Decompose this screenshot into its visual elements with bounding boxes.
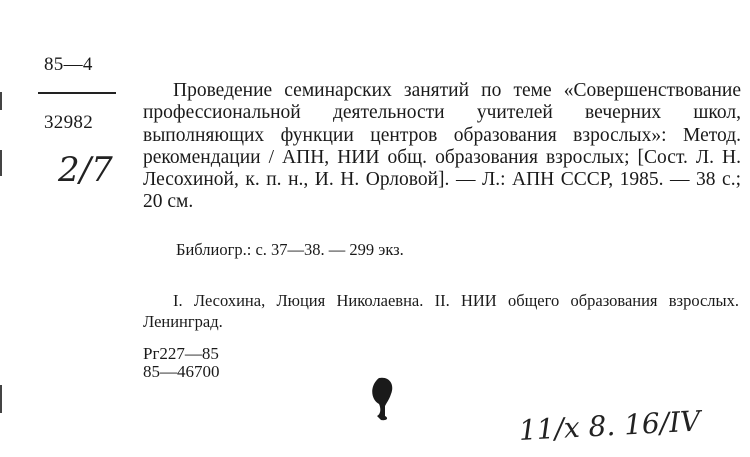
classification-code: Рг227—85: [143, 344, 219, 363]
registration-code: 85—46700: [143, 362, 220, 381]
bibliography-line: Библиогр.: с. 37—38. — 299 экз.: [176, 240, 404, 259]
handwritten-mark: 2/7: [58, 150, 113, 190]
description-text: Проведение семинарских занятий по теме «Совершенствование профессиональной деятельности учителей вечерних школ, выполняющих функции центров образования взрослых»: Метод. рекомендации / АПН, НИИ общ. образования взрослых; [Сост. Л. Н. Лесохиной, к. п. н., И. Н. Орловой]. — Л.: АПН СССР, 1985. — 38 с.; 20 см.: [143, 80, 741, 213]
card-number: 32982: [44, 112, 93, 133]
left-edge-mark: [0, 92, 2, 110]
ink-blot: [367, 376, 397, 422]
divider-rule: [38, 92, 116, 94]
handwritten-bottom-note: 11/x 8. 16/IV: [518, 404, 702, 447]
left-edge-mark: [0, 385, 2, 413]
top-code: 85—4: [44, 54, 93, 75]
subject-entries: I. Лесохина, Люция Николаевна. II. НИИ общего образования взрослых. Ленинград.: [143, 291, 739, 331]
left-edge-mark: [0, 150, 2, 176]
